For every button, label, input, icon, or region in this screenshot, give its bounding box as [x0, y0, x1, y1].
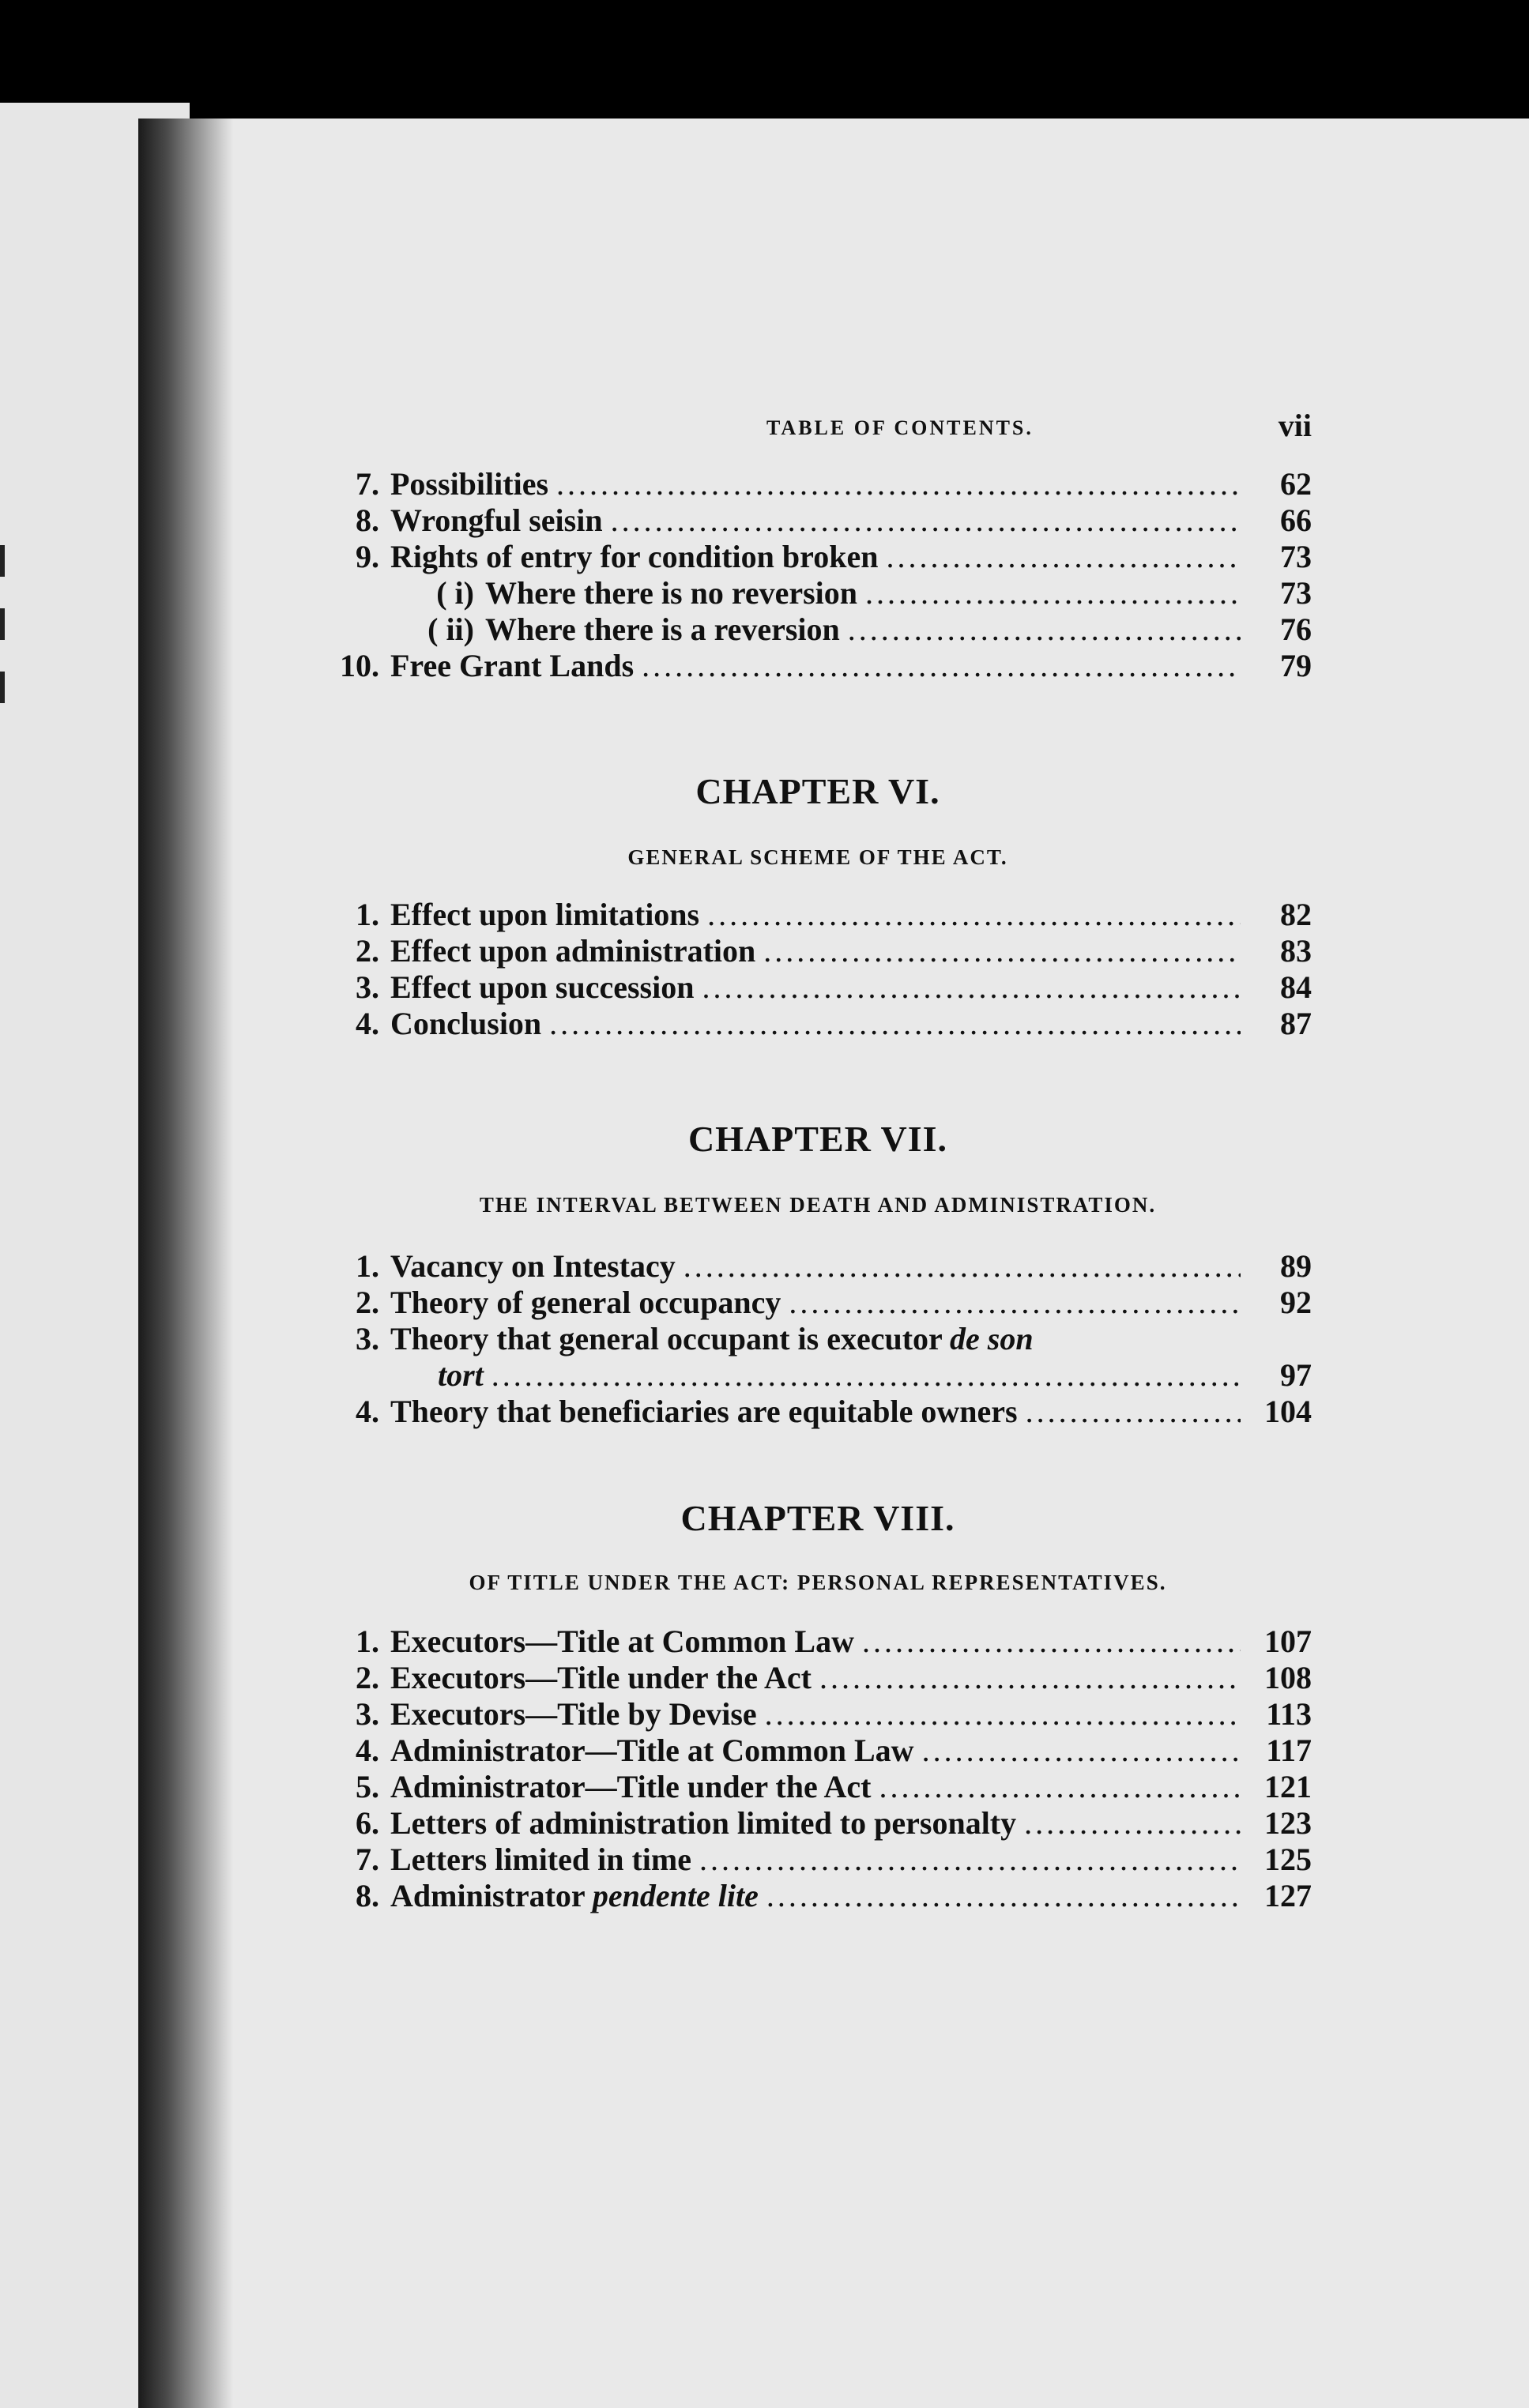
entry-title	[390, 1878, 759, 1914]
running-head	[324, 407, 1312, 454]
entry-page: 113	[1266, 1696, 1312, 1732]
entry-title: Vacancy on Intestacy	[390, 1248, 676, 1284]
dot-leader	[707, 897, 1241, 933]
entry-number: 1.	[356, 1248, 379, 1284]
entry-page: 73	[1280, 539, 1312, 574]
toc-entry	[324, 502, 1312, 539]
entry-number: 4.	[356, 1394, 379, 1429]
entry-title: Executors—Title under the Act	[390, 1660, 812, 1695]
entry-title: Letters limited in time	[390, 1842, 691, 1877]
entry-number: 3.	[356, 1321, 379, 1356]
chapter-heading: CHAPTER VIII.	[680, 1498, 955, 1538]
toc-entry	[324, 1769, 1312, 1805]
entry-page: 84	[1280, 969, 1312, 1005]
entry-page: 79	[1280, 648, 1312, 683]
entry-title: Administrator—Title under the Act	[390, 1769, 872, 1804]
entry-title: Effect upon succession	[390, 969, 695, 1005]
entry-title	[390, 1321, 1034, 1357]
dot-leader	[862, 1624, 1241, 1660]
toc-entry-continuation	[324, 1357, 1312, 1394]
entry-number: 2.	[356, 1660, 379, 1695]
entry-title: Wrongful seisin	[390, 502, 603, 538]
chapter-heading: CHAPTER VII.	[687, 1119, 948, 1159]
chapter-subtitle: OF TITLE UNDER THE ACT: PERSONAL REPRESENTATIVES.	[469, 1571, 1167, 1594]
entry-number: 8.	[356, 1878, 379, 1913]
dot-leader	[491, 1357, 1241, 1394]
entry-number: 4.	[356, 1733, 379, 1768]
dot-leader	[763, 933, 1241, 969]
entry-title-italic: pendente lite	[592, 1878, 759, 1913]
facing-page-mark	[0, 545, 5, 577]
entry-title: Where there is a reversion	[485, 611, 840, 647]
entry-title: Administrator—Title at Common Law	[390, 1733, 914, 1768]
toc-entry	[324, 539, 1312, 575]
entry-page: 125	[1264, 1842, 1312, 1877]
dot-leader	[642, 648, 1241, 684]
toc-entry	[324, 1878, 1312, 1914]
entry-page: 117	[1266, 1733, 1312, 1768]
entry-title: Executors—Title at Common Law	[390, 1624, 854, 1659]
toc-entry	[324, 1842, 1312, 1878]
toc-chapter-vi	[324, 897, 1312, 1042]
toc-entry	[324, 648, 1312, 684]
entry-title: Effect upon administration	[390, 933, 756, 969]
toc-entry	[324, 1321, 1312, 1357]
entry-page: 76	[1280, 611, 1312, 647]
toc-entry	[324, 1006, 1312, 1042]
entry-page: 87	[1280, 1006, 1312, 1041]
entry-page: 104	[1264, 1394, 1312, 1429]
entry-number: 9.	[356, 539, 379, 574]
entry-title: Where there is no reversion	[485, 575, 858, 611]
entry-number: 4.	[356, 1006, 379, 1041]
entry-number: 2.	[356, 933, 379, 969]
toc-entry	[324, 1285, 1312, 1321]
toc-entry	[324, 933, 1312, 969]
dot-leader	[766, 1878, 1241, 1914]
dot-leader	[684, 1248, 1241, 1285]
dot-leader	[848, 611, 1241, 648]
dot-leader	[1024, 1805, 1241, 1842]
facing-page-mark	[0, 608, 5, 640]
entry-page: 82	[1280, 897, 1312, 932]
entry-page: 66	[1280, 502, 1312, 538]
entry-page: 83	[1280, 933, 1312, 969]
entry-number: 2.	[356, 1285, 379, 1320]
entry-page: 108	[1264, 1660, 1312, 1695]
page-number: vii	[1278, 408, 1312, 443]
book-page	[138, 119, 1529, 2408]
entry-number: 6.	[356, 1805, 379, 1841]
toc-subentry	[324, 611, 1312, 648]
toc-subentry	[324, 575, 1312, 611]
dot-leader	[765, 1696, 1241, 1733]
entry-title: Possibilities	[390, 466, 549, 502]
entry-title: Letters of administration limited to personalty	[390, 1805, 1017, 1841]
entry-page: 92	[1280, 1285, 1312, 1320]
dot-leader	[879, 1769, 1241, 1805]
toc-section-continued	[324, 466, 1312, 684]
dot-leader	[865, 575, 1241, 611]
entry-number: 3.	[356, 969, 379, 1005]
chapter-heading: CHAPTER VI.	[695, 771, 940, 811]
facing-page-mark	[0, 672, 5, 703]
entry-number: 1.	[356, 897, 379, 932]
dot-leader	[556, 466, 1241, 502]
entry-title-italic: de son	[950, 1321, 1034, 1356]
dot-leader	[611, 502, 1241, 539]
chapter-subtitle: GENERAL SCHEME OF THE ACT.	[627, 845, 1008, 869]
dot-leader	[886, 539, 1241, 575]
entry-page: 107	[1264, 1624, 1312, 1659]
entry-title: Theory of general occupancy	[390, 1285, 781, 1320]
chapter-subtitle: THE INTERVAL BETWEEN DEATH AND ADMINISTRATION.	[479, 1193, 1157, 1217]
toc-entry	[324, 969, 1312, 1006]
toc-entry	[324, 1805, 1312, 1842]
entry-title: Rights of entry for condition broken	[390, 539, 879, 574]
entry-number: 7.	[356, 1842, 379, 1877]
toc-entry	[324, 1394, 1312, 1430]
entry-number: 10.	[340, 648, 379, 683]
entry-number: 5.	[356, 1769, 379, 1804]
entry-page: 62	[1280, 466, 1312, 502]
entry-title-text: Theory that general occupant is executor	[390, 1321, 943, 1356]
dot-leader	[549, 1006, 1241, 1042]
toc-chapter-vii	[324, 1248, 1312, 1430]
running-title: TABLE OF CONTENTS.	[766, 416, 1034, 439]
entry-page: 73	[1280, 575, 1312, 611]
entry-number: 1.	[356, 1624, 379, 1659]
entry-page: 89	[1280, 1248, 1312, 1284]
entry-title: Theory that beneficiaries are equitable owners	[390, 1394, 1018, 1429]
entry-title: Effect upon limitations	[390, 897, 700, 932]
entry-title: Executors—Title by Devise	[390, 1696, 757, 1732]
entry-number: 7.	[356, 466, 379, 502]
entry-page: 123	[1264, 1805, 1312, 1841]
entry-number: 8.	[356, 502, 379, 538]
entry-title: Free Grant Lands	[390, 648, 635, 683]
entry-number: ( i)	[436, 575, 474, 611]
toc-entry	[324, 1624, 1312, 1660]
dot-leader	[819, 1660, 1241, 1696]
toc-entry	[324, 1660, 1312, 1696]
dot-leader	[699, 1842, 1241, 1878]
entry-title-text: Administrator	[390, 1878, 585, 1913]
entry-number: ( ii)	[427, 611, 474, 647]
entry-page: 97	[1280, 1357, 1312, 1393]
toc-entry	[324, 1696, 1312, 1733]
entry-title-continuation: tort	[438, 1357, 484, 1393]
toc-entry	[324, 897, 1312, 933]
dot-leader	[922, 1733, 1241, 1769]
toc-entry	[324, 466, 1312, 502]
dot-leader	[702, 969, 1241, 1006]
entry-page: 127	[1264, 1878, 1312, 1913]
entry-title: Conclusion	[390, 1006, 542, 1041]
dot-leader	[1026, 1394, 1241, 1430]
entry-number: 3.	[356, 1696, 379, 1732]
dot-leader	[789, 1285, 1241, 1321]
toc-entry	[324, 1248, 1312, 1285]
toc-chapter-viii	[324, 1624, 1312, 1914]
toc-entry	[324, 1733, 1312, 1769]
page-gutter-shadow	[138, 119, 233, 2408]
entry-page: 121	[1264, 1769, 1312, 1804]
